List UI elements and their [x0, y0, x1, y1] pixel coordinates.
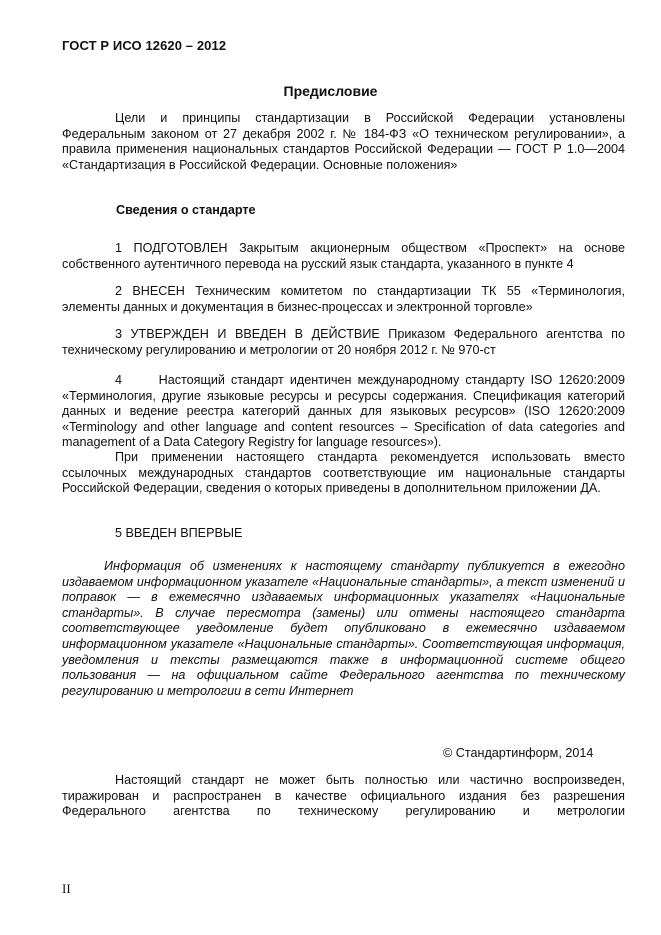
item-3: 3 УТВЕРЖДЕН И ВВЕДЕН В ДЕЙСТВИЕ Приказом Федерального агентства по техническому регулированию и метрологии от 20 ноября 2012 г. № 970-ст	[62, 327, 625, 357]
intro-paragraph: Цели и принципы стандартизации в Российской Федерации установлены Федеральным законом от 27 декабря 2002 г. № 184-ФЗ «О техническом регулировании», а правила применения национальных стандартов Российской Федерации — ГОСТ Р 1.0—2004 «Стандартизация в Российской Федерации. Основные положения»	[62, 111, 625, 172]
section-title: Сведения о стандарте	[116, 203, 256, 217]
item-1: 1 ПОДГОТОВЛЕН Закрытым акционерным обществом «Проспект» на основе собственного аутентичного перевода на русский язык стандарта, указанного в пункте 4	[62, 241, 625, 271]
item-4: 4 Настоящий стандарт идентичен международному стандарту ISO 12620:2009 «Терминология, другие языковые ресурсы и ресурсы содержания. Спецификация категорий данных и ведение реестра категорий данных для языковых ресурсов» (ISO 12620:2009 «Terminology and other language and content resources – Specification of data categories and management of a Data Category Registry for language resources»).	[62, 373, 629, 450]
page-title: Предисловие	[283, 83, 378, 99]
item-2: 2 ВНЕСЕН Техническим комитетом по стандартизации ТК 55 «Терминология, элементы данных и документация в бизнес-процессах и электронной торговле»	[62, 284, 625, 314]
document-header: ГОСТ Р ИСО 12620 – 2012	[62, 38, 227, 53]
reproduction-notice: Настоящий стандарт не может быть полностью или частично воспроизведен, тиражирован и распространен в качестве официального издания без разрешения Федерального агентства по техническому регулированию и метрологии	[62, 773, 625, 819]
item-5: 5 ВВЕДЕН ВПЕРВЫЕ	[115, 526, 243, 540]
page-number: II	[62, 881, 71, 896]
copyright: © Стандартинформ, 2014	[443, 746, 594, 760]
item-4-note: При применении настоящего стандарта рекомендуется использовать вместо ссылочных международных стандартов соответствующие им национальные стандарты Российской Федерации, сведения о которых приведены в дополнительном приложении ДА.	[62, 450, 625, 496]
notice-paragraph: Информация об изменениях к настоящему стандарту публикуется в ежегодно издаваемом информационном указателе «Национальные стандарты», а текст изменений и поправок — в ежемесячно издаваемых информационных указателях «Национальные стандарты». В случае пересмотра (замены) или отмены настоящего стандарта соответствующее уведомление будет опубликовано в ежемесячно издаваемом информационном указателе «Национальные стандарты». Соответствующая информация, уведомления и тексты размещаются также в информационной системе общего пользования — на официальном сайте Федерального агентства по техническому регулированию и метрологии в сети Интернет	[62, 559, 625, 698]
